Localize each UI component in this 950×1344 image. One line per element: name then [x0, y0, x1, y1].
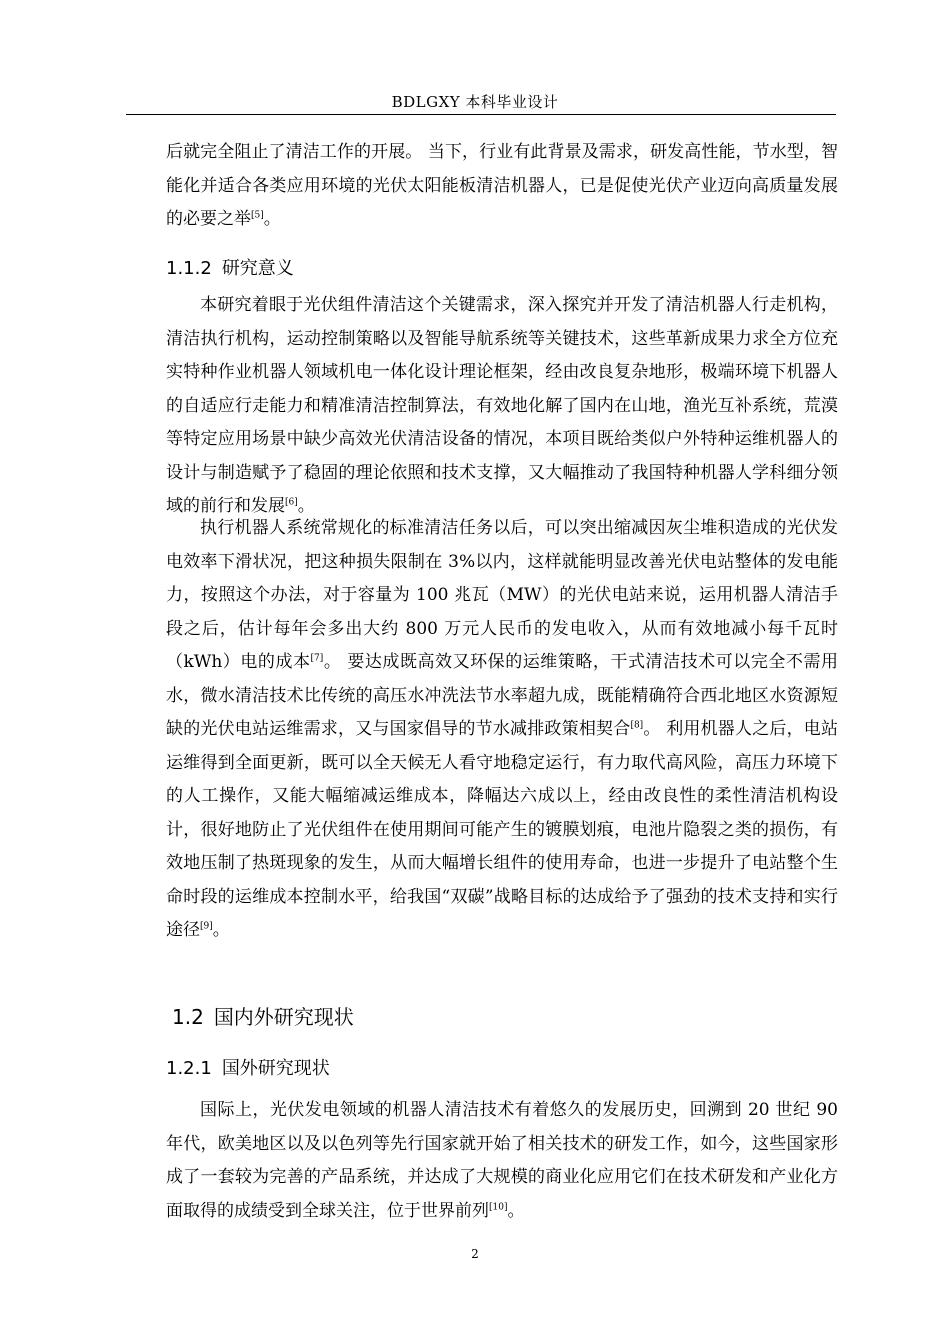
- paragraph-end: 。: [297, 496, 315, 516]
- section-number: 1.2: [172, 1005, 204, 1029]
- section-number: 1.1.2: [166, 258, 212, 279]
- page-number: 2: [471, 1247, 479, 1261]
- citation-ref: [6]: [285, 497, 298, 508]
- paragraph-text: 。 利用机器人之后，电站运维得到全面更新，既可以全天候无人看守地稳定运行，有力取代高风险，高压力环境下的人工操作，又能大幅缩减运维成本，降幅达六成以上，经由改良性的柔性清洁机构设计，很好地防止了光伏组件在使用期间可能产生的镀膜划痕，电池片隐裂之类的损伤，有效地压制了热斑现象的发生，从而大幅增长组件的使用寿命，也进一步提升了电站整个生命时段的运维成本控制水平，给我国“双碳”战略目标的达成给予了强劲的技术支持和实行途径: [166, 719, 839, 940]
- section-heading-1-2: [172, 1004, 354, 1030]
- running-header: BDLGXY 本科毕业设计: [391, 93, 559, 111]
- citation-ref: [5]: [251, 210, 264, 221]
- section-title: 国外研究现状: [221, 1058, 330, 1079]
- paragraph-text: 。 要达成既高效又环保的运维策略，干式清洁技术可以完全不需用水，微水清洁技术比传统的高压水冲洗法节水率超九成，既能精确符合西北地区水资源短缺的光伏电站运维需求，又与国家倡导的节水减排政策相契合: [166, 652, 838, 739]
- paragraph-text: 本研究着眼于光伏组件清洁这个关键需求，深入探究并开发了清洁机器人行走机构，清洁执行机构，运动控制策略以及智能导航系统等关键技术，这些革新成果力求全方位充实特种作业机器人领域机电一体化设计理论框架，经由改良复杂地形，极端环境下机器人的自适应行走能力和精准清洁控制算法，有效地化解了国内在山地，渔光互补系统，荒漠等特定应用场景中缺少高效光伏清洁设备的情况，本项目既给类似户外特种运维机器人的设计与制造赋予了稳固的理论依照和技术支撑，又大幅推动了我国特种机器人学科细分领域的前行和发展: [166, 295, 838, 516]
- paragraph-end: 。: [263, 209, 281, 229]
- section-heading-1-2-1: [166, 1057, 330, 1081]
- section-number: 1.2.1: [166, 1058, 212, 1079]
- paragraph-continuation: [166, 136, 838, 237]
- paragraph-text: 后就完全阻止了清洁工作的开展。 当下，行业有此背景及需求，研发高性能，节水型，智能化并适合各类应用环境的光伏太阳能板清洁机器人，已是促使光伏产业迈向高质量发展的必要之举: [166, 142, 838, 229]
- paragraph-end: 。: [212, 920, 230, 940]
- paragraph-text: 国际上，光伏发电领域的机器人清洁技术有着悠久的发展历史，回溯到 20 世纪 90 年代，欧美地区以及以色列等先行国家就开始了相关技术的研发工作，如今，这些国家形成了一套较为完善的产品系统，并达成了大规模的商业化应用它们在技术研发和产业化方面取得的成绩受到全球关注，位于世界前列: [166, 1100, 838, 1221]
- header-rule: [126, 114, 836, 115]
- citation-ref: [9]: [200, 921, 213, 932]
- paragraph-text: 执行机器人系统常规化的标准清洁任务以后，可以突出缩减因灰尘堆积造成的光伏发电效率下滑状况，把这种损失限制在 3%以内，这样就能明显改善光伏电站整体的发电能力，按照这个办法，对于容量为 100 兆瓦（MW）的光伏电站来说，运用机器人清洁手段之后，估计每年会多出大约 800 万元人民币的发电收入，从而有效地减小每千瓦时（kWh）电的成本: [166, 518, 838, 672]
- paragraph-research-significance: [166, 289, 838, 524]
- citation-ref: [8]: [630, 720, 644, 731]
- paragraph-end: 。: [507, 1200, 525, 1221]
- citation-ref: [10]: [489, 1201, 508, 1212]
- section-title: 国内外研究现状: [213, 1005, 354, 1029]
- section-title: 研究意义: [221, 258, 294, 279]
- citation-ref: [7]: [310, 653, 324, 664]
- paragraph-robot-benefits: [166, 512, 838, 948]
- paragraph-foreign-research: [166, 1094, 838, 1228]
- section-heading-1-1-2: [166, 257, 294, 281]
